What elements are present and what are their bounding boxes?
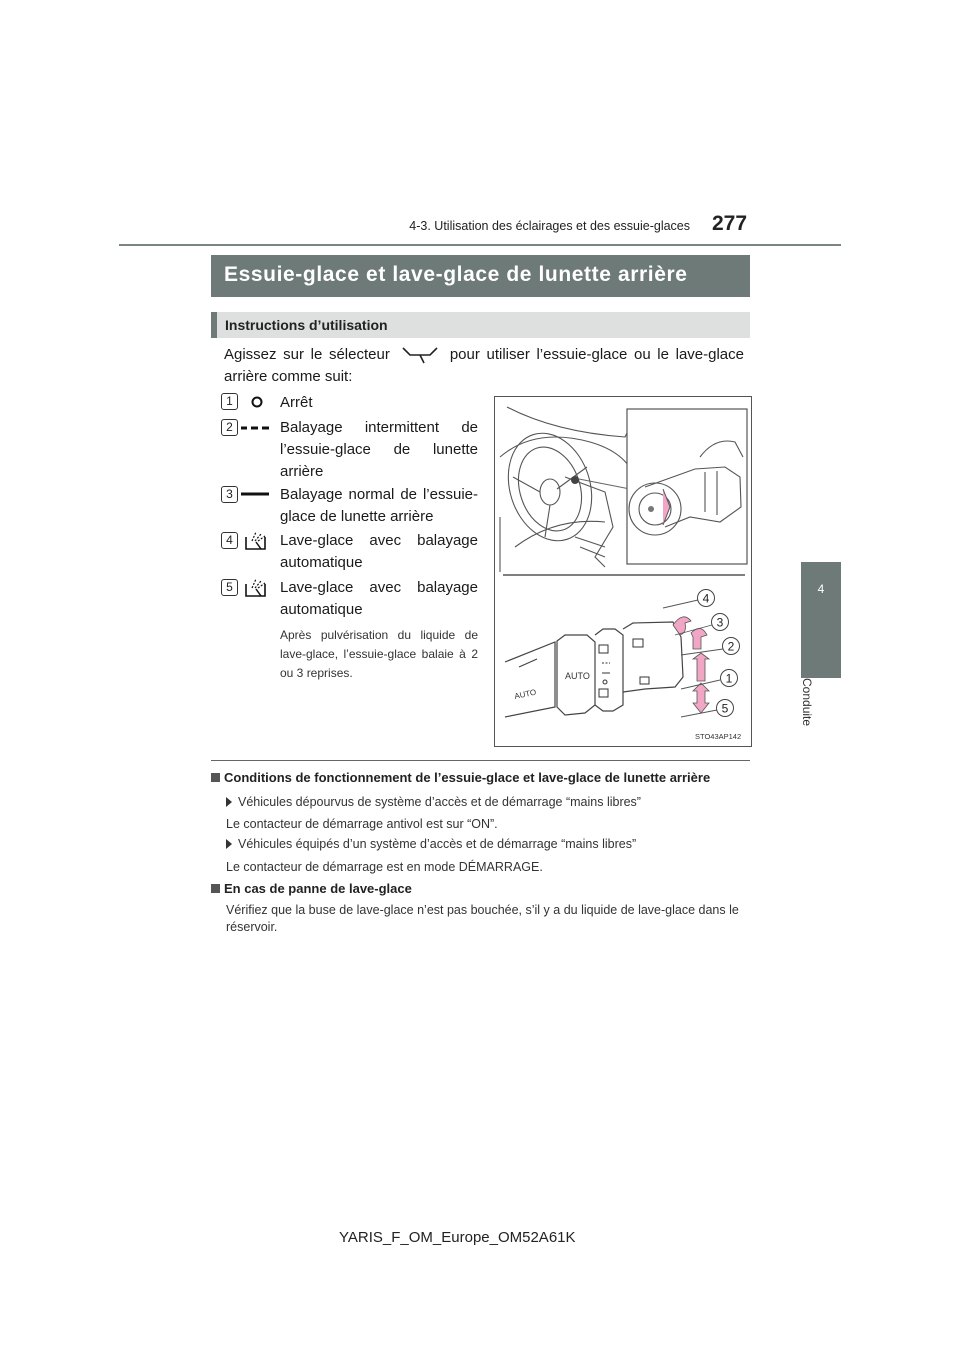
item-text-2: Balayage intermittent de l’essuie-glace de lunette arrière bbox=[280, 419, 478, 480]
washer-spray-icon bbox=[240, 529, 270, 553]
callout-1: 1 bbox=[725, 671, 733, 686]
case2-label bbox=[226, 837, 756, 851]
section-rule bbox=[211, 760, 750, 761]
wiper-lever-illustration bbox=[494, 396, 752, 747]
header-rule bbox=[119, 244, 841, 246]
subheading-bar bbox=[211, 312, 750, 338]
header-section-title: 4-3. Utilisation des éclairages et des essuie-glaces bbox=[409, 219, 690, 233]
intro-text-before: Agissez sur le sélecteur bbox=[224, 346, 390, 363]
chapter-number: 4 bbox=[817, 582, 825, 596]
item-note: Après pulvérisation du liquide de lave-glace, l’essuie-glace balaie à 2 ou 3 reprises. bbox=[280, 628, 478, 680]
item-number-5: 5 bbox=[221, 579, 238, 596]
triangle-bullet-icon bbox=[226, 839, 232, 849]
failure-heading bbox=[211, 881, 756, 896]
item-number-3: 3 bbox=[221, 486, 238, 503]
lever-auto-label: AUTO bbox=[565, 671, 590, 681]
intro-text-after: pour utiliser l’essuie-glace ou le lave-glace arrière comme suit: bbox=[224, 346, 744, 385]
failure-heading-text: En cas de panne de lave-glace bbox=[224, 881, 412, 896]
dial-auto-label: AUTO bbox=[513, 687, 538, 701]
callout-4: 4 bbox=[702, 591, 710, 606]
illustration-code: STO43AP142 bbox=[695, 732, 742, 741]
callout-5: 5 bbox=[721, 701, 729, 716]
subheading-text: Instructions d’utilisation bbox=[225, 317, 388, 333]
item-text-5: Lave-glace avec balayage automatique bbox=[280, 579, 478, 618]
item-text-3: Balayage normal de l’essuie-glace de lunette arrière bbox=[280, 486, 478, 525]
case1-label-text: Véhicules dépourvus de système d’accès et de démarrage “mains libres” bbox=[238, 795, 641, 809]
case2-text: Le contacteur de démarrage est en mode DÉMARRAGE. bbox=[226, 860, 543, 874]
washer-spray-icon bbox=[240, 576, 270, 600]
square-bullet-icon bbox=[211, 773, 220, 782]
case1-text: Le contacteur de démarrage antivol est sur “ON”. bbox=[226, 817, 498, 831]
callout-2: 2 bbox=[727, 639, 735, 654]
footer-document-code: YARIS_F_OM_Europe_OM52A61K bbox=[339, 1229, 576, 1246]
item-number-1: 1 bbox=[221, 393, 238, 410]
failure-text: Vérifiez que la buse de lave-glace n’est pas bouchée, s’il y a du liquide de lave-glace dans le réservoir. bbox=[226, 903, 739, 934]
intro-paragraph bbox=[224, 344, 744, 388]
item-number-4: 4 bbox=[221, 532, 238, 549]
conditions-heading-text: Conditions de fonctionnement de l’essuie-glace et lave-glace de lunette arrière bbox=[224, 770, 711, 785]
rear-wiper-selector-icon bbox=[400, 346, 440, 364]
item-text-1: Arrêt bbox=[280, 394, 313, 411]
chapter-label-wrap bbox=[781, 606, 861, 727]
callout-3: 3 bbox=[716, 615, 724, 630]
item-text-4: Lave-glace avec balayage automatique bbox=[280, 532, 478, 571]
page-number: 277 bbox=[712, 212, 748, 235]
subheading-accent bbox=[211, 312, 217, 338]
section-title: Essuie-glace et lave-glace de lunette arrière bbox=[224, 263, 688, 286]
conditions-heading bbox=[211, 770, 756, 785]
item-number-2: 2 bbox=[221, 419, 238, 436]
section-title-banner bbox=[211, 255, 750, 297]
case2-label-text: Véhicules équipés d’un système d’accès et de démarrage “mains libres” bbox=[238, 837, 637, 851]
off-circle-icon bbox=[242, 392, 272, 416]
illustration-drawing bbox=[495, 397, 751, 746]
case1-label bbox=[226, 795, 756, 809]
triangle-bullet-icon bbox=[226, 797, 232, 807]
normal-line-icon bbox=[240, 484, 270, 508]
chapter-label: Conduite bbox=[800, 678, 814, 727]
intermittent-dash-icon bbox=[240, 418, 270, 442]
square-bullet-icon bbox=[211, 884, 220, 893]
